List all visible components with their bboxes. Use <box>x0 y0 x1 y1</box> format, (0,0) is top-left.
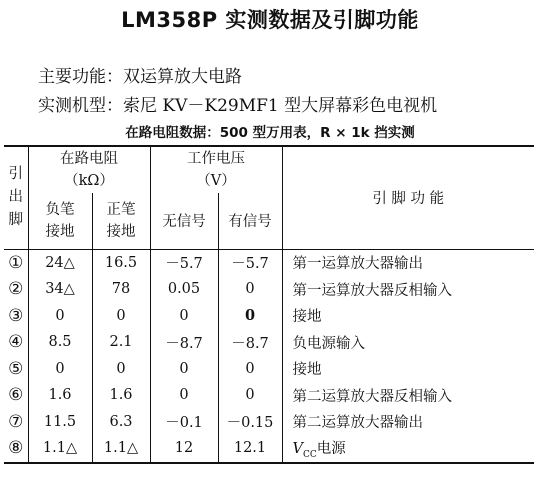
table-row: ④ 8.5 2.1 －8.7 －8.7 负电源输入 <box>4 329 534 356</box>
model-line <box>38 91 437 116</box>
with-signal-header: 有信号 <box>218 193 282 249</box>
table-row: ⑦ 11.5 6.3 －0.1 －0.15 第二运算放大器输出 <box>4 409 534 436</box>
neg-probe-header: 负笔 接地 <box>28 193 92 249</box>
table-row: ⑥ 1.6 1.6 0 0 第二运算放大器反相输入 <box>4 382 534 409</box>
resistance-header: 在路电阻 （kΩ） <box>28 146 150 193</box>
table-row: ⑤ 0 0 0 0 接地 <box>4 356 534 383</box>
function-header: 引 脚 功 能 <box>282 146 534 249</box>
voltage-header: 工作电压 （V） <box>150 146 282 193</box>
model-value: 索尼 KV－K29MF1 型大屏幕彩色电视机 <box>123 96 438 116</box>
pin-header: 引 出 脚 <box>4 146 28 249</box>
pin-data-table <box>4 145 534 464</box>
vcc-power-cell: $V_{CC}$电源 <box>282 435 534 463</box>
measurement-note: 在路电阻数据：500 型万用表，R × 1k 挡实测 <box>125 125 415 141</box>
document-title: LM358P 实测数据及引脚功能 <box>121 8 419 32</box>
table-row: ⑧ 1.1△ 1.1△ 12 12.1 $V_{CC}$电源 <box>4 435 534 463</box>
main-function-line <box>38 62 242 87</box>
table-row: ① 24△ 16.5 －5.7 －5.7 第一运算放大器输出 <box>4 249 534 276</box>
main-function-value: 双运算放大电路 <box>123 67 242 87</box>
table-row: ③ 0 0 0 0 接地 <box>4 303 534 330</box>
main-function-label: 主要功能： <box>38 67 123 87</box>
no-signal-header: 无信号 <box>150 193 218 249</box>
pos-probe-header: 正笔 接地 <box>92 193 150 249</box>
model-label: 实测机型： <box>38 96 123 116</box>
table-row: ② 34△ 78 0.05 0 第一运算放大器反相输入 <box>4 276 534 303</box>
